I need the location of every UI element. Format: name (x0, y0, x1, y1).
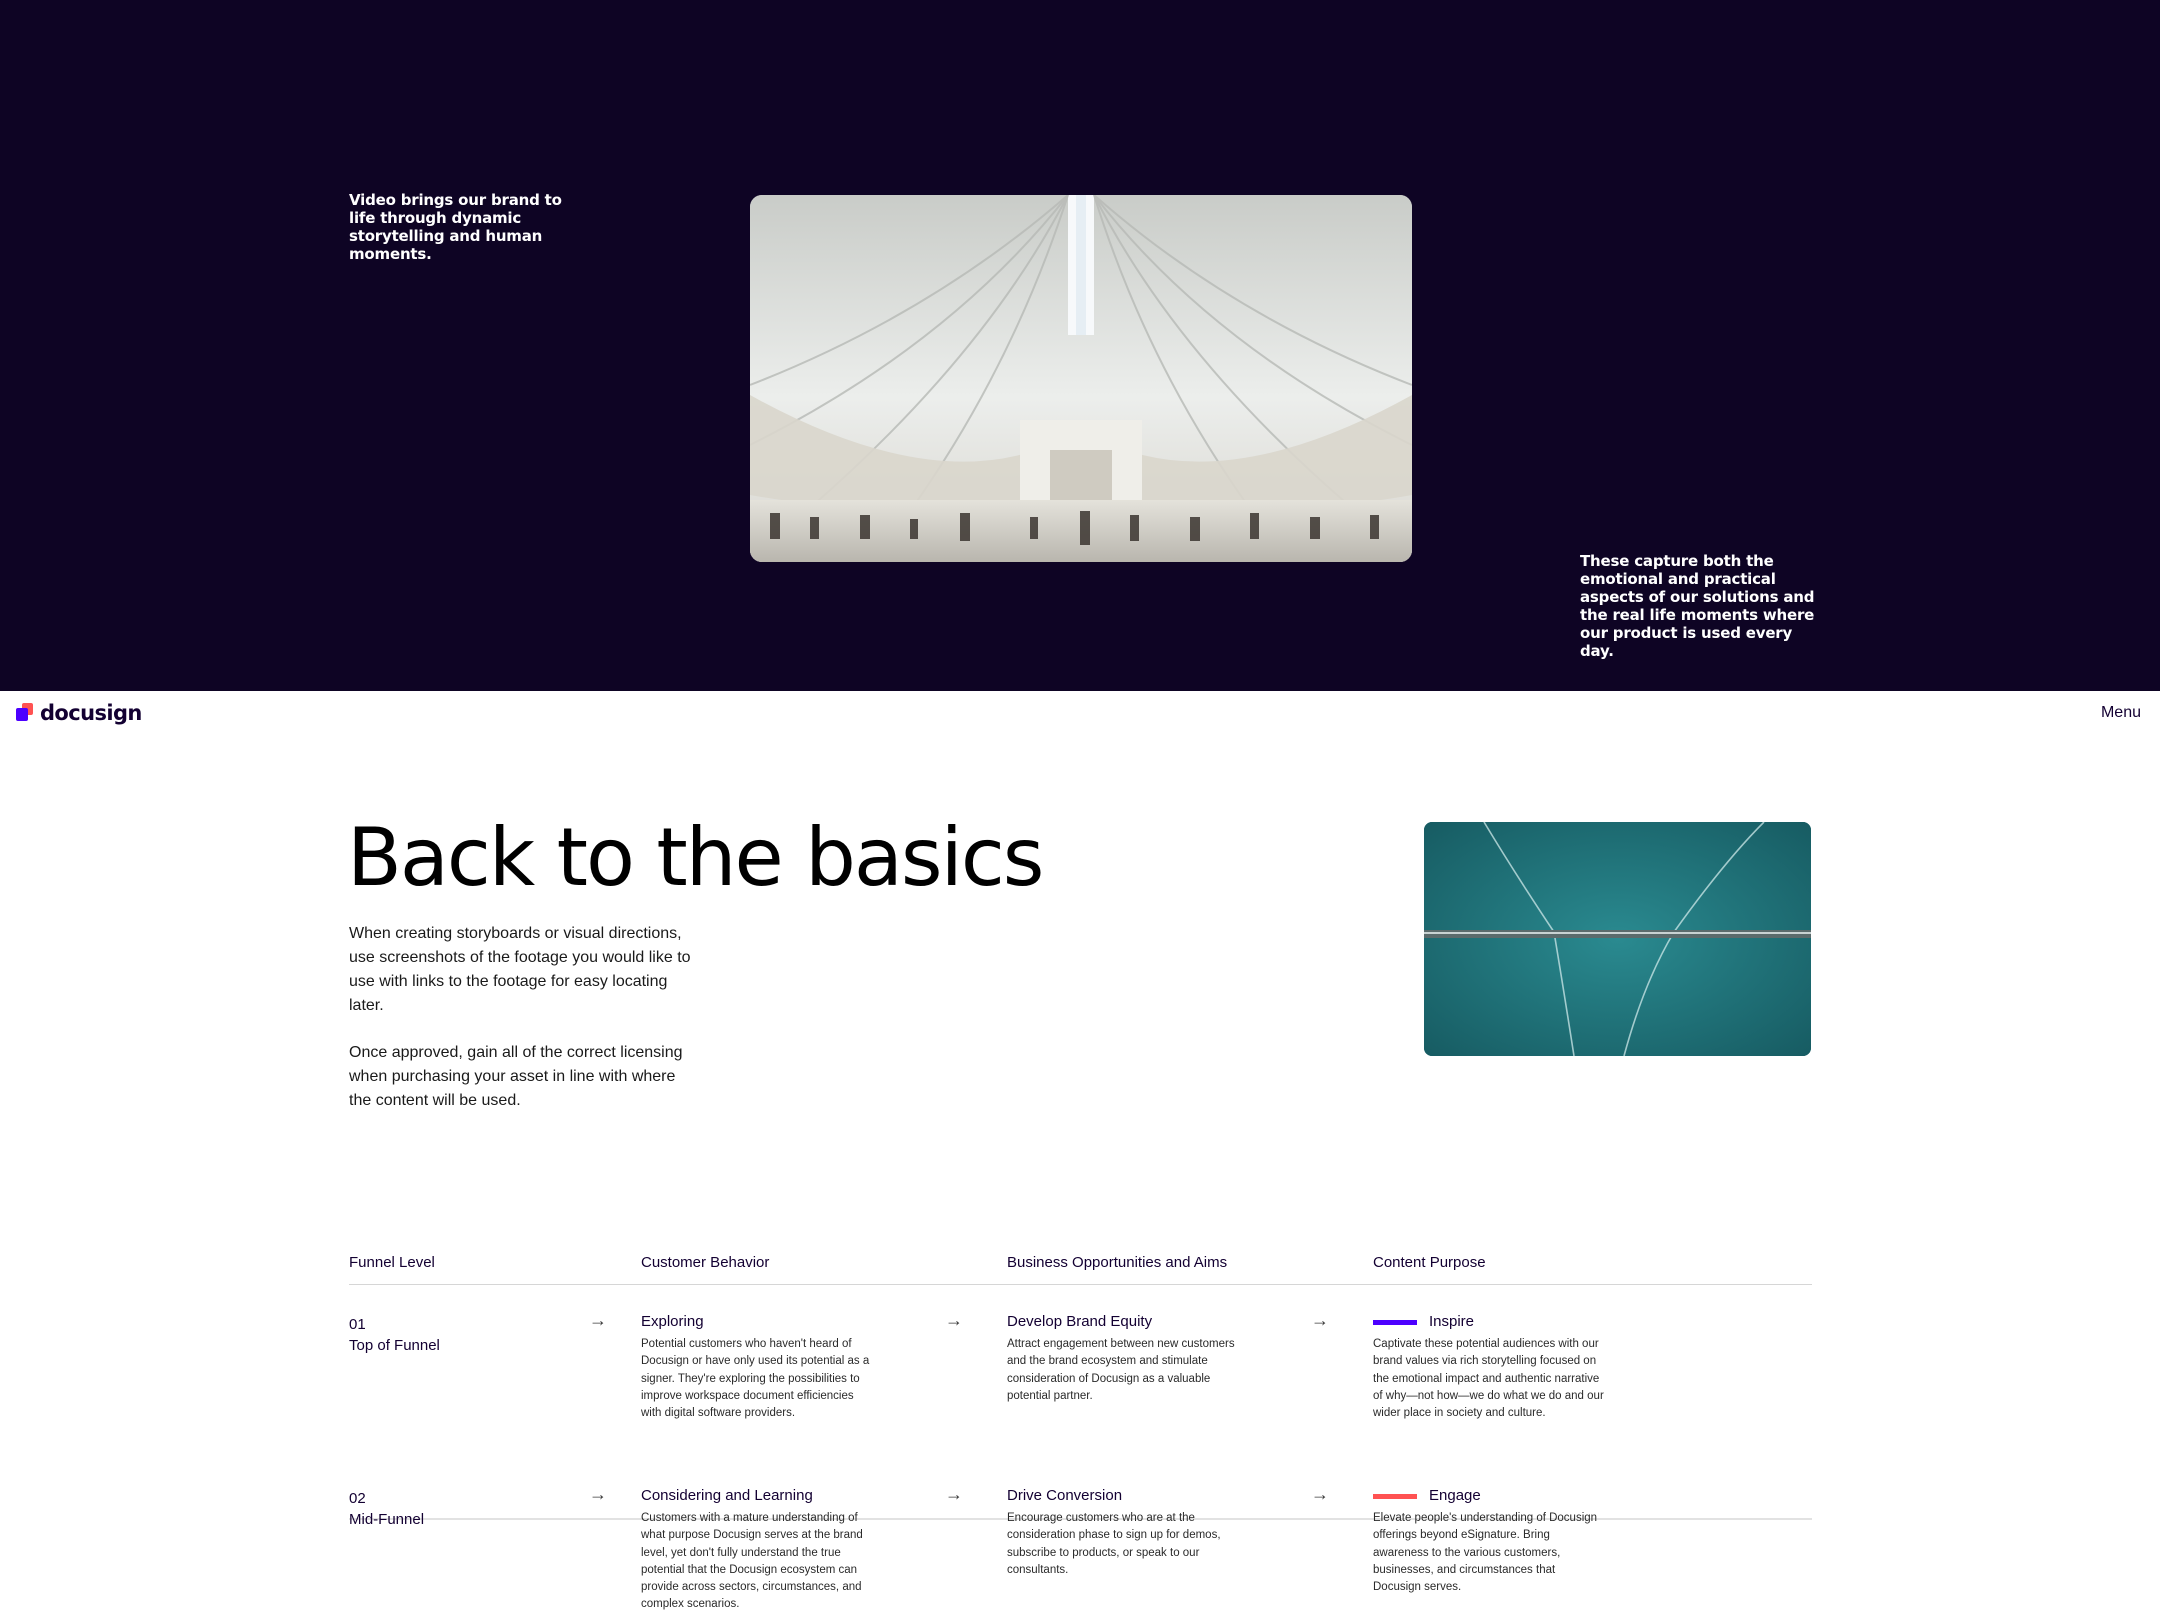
behavior-description: Potential customers who haven't heard of Docusign or have only used its potential as a signer. They're exploring the possibilities to improve workspace document efficiencies with digital software providers. (641, 1338, 870, 1420)
aim-description: Encourage customers who are at the consideration phase to sign up for demos, subscribe to products, or speak to our consultants. (1007, 1512, 1221, 1576)
behavior-title: Considering and Learning (641, 1487, 813, 1504)
arrow-right-icon: → (589, 1484, 607, 1504)
purpose-description: Elevate people's understanding of Docusign offerings beyond eSignature. Bring awareness to the various customers, businesses, and circumstances that Docusign serves. (1373, 1512, 1598, 1594)
oculus-interior-image (750, 195, 1412, 562)
inspire-color-swatch (1373, 1320, 1417, 1325)
aim-description: Attract engagement between new customers and the brand ecosystem and stimulate consideration of Docusign as a valuable potential partner. (1007, 1338, 1235, 1402)
column-header-content-purpose: Content Purpose (1373, 1254, 1486, 1271)
column-header-customer-behavior: Customer Behavior (641, 1254, 770, 1271)
aim-title: Drive Conversion (1007, 1487, 1123, 1504)
arrow-right-icon: → (1311, 1484, 1329, 1504)
logo-wordmark: docusign (40, 701, 142, 725)
behavior-title: Exploring (641, 1313, 704, 1330)
purpose-title: Inspire (1429, 1313, 1475, 1330)
arrow-right-icon: → (589, 1310, 607, 1330)
aim-title: Develop Brand Equity (1007, 1313, 1153, 1330)
funnel-number: 01 (349, 1316, 366, 1333)
engage-color-swatch (1373, 1494, 1417, 1499)
behavior-description: Customers with a mature understanding of what purpose Docusign serves at the brand level, yet don't fully understand the true potential that the Docusign ecosystem can provide across sectors, circumstances, and complex scenarios. (641, 1512, 863, 1611)
hero-intro-text: Video brings our brand to life through dynamic storytelling and human moments. (349, 191, 562, 263)
header-divider (349, 1284, 1812, 1285)
funnel-number: 02 (349, 1490, 366, 1507)
video-hero-section (0, 0, 2160, 691)
video-player[interactable] (750, 195, 1412, 562)
column-header-funnel-level: Funnel Level (349, 1254, 435, 1271)
basics-paragraph-1: When creating storyboards or visual directions, use screenshots of the footage you would like to use with links to the footage for easy locating later. (349, 925, 691, 1014)
menu-button[interactable]: Menu (2100, 704, 2141, 721)
column-header-business-aims: Business Opportunities and Aims (1007, 1254, 1228, 1271)
funnel-level-name: Mid-Funnel (349, 1511, 425, 1528)
arrow-right-icon: → (945, 1484, 963, 1504)
top-navigation (0, 691, 2160, 735)
aerial-bridge-image (1424, 822, 1811, 1056)
arrow-right-icon: → (1311, 1310, 1329, 1330)
section-title: Back to the basics (347, 811, 1043, 904)
hero-detail-text: These capture both the emotional and practical aspects of our solutions and the real life moments where our product is used every day. (1580, 552, 1815, 660)
basics-paragraph-2: Once approved, gain all of the correct licensing when purchasing your asset in line with where the content will be used. (349, 1044, 683, 1109)
arrow-right-icon: → (945, 1310, 963, 1330)
docusign-logo-icon (16, 703, 34, 723)
funnel-level-name: Top of Funnel (349, 1337, 440, 1354)
aerial-water-image (1424, 822, 1811, 1056)
docusign-logo[interactable] (16, 701, 142, 725)
purpose-title: Engage (1429, 1487, 1481, 1504)
purpose-description: Captivate these potential audiences with our brand values via rich storytelling focused on the emotional impact and authentic narrative of why—not how—we do what we do and our wider place in society and culture. (1373, 1338, 1604, 1420)
